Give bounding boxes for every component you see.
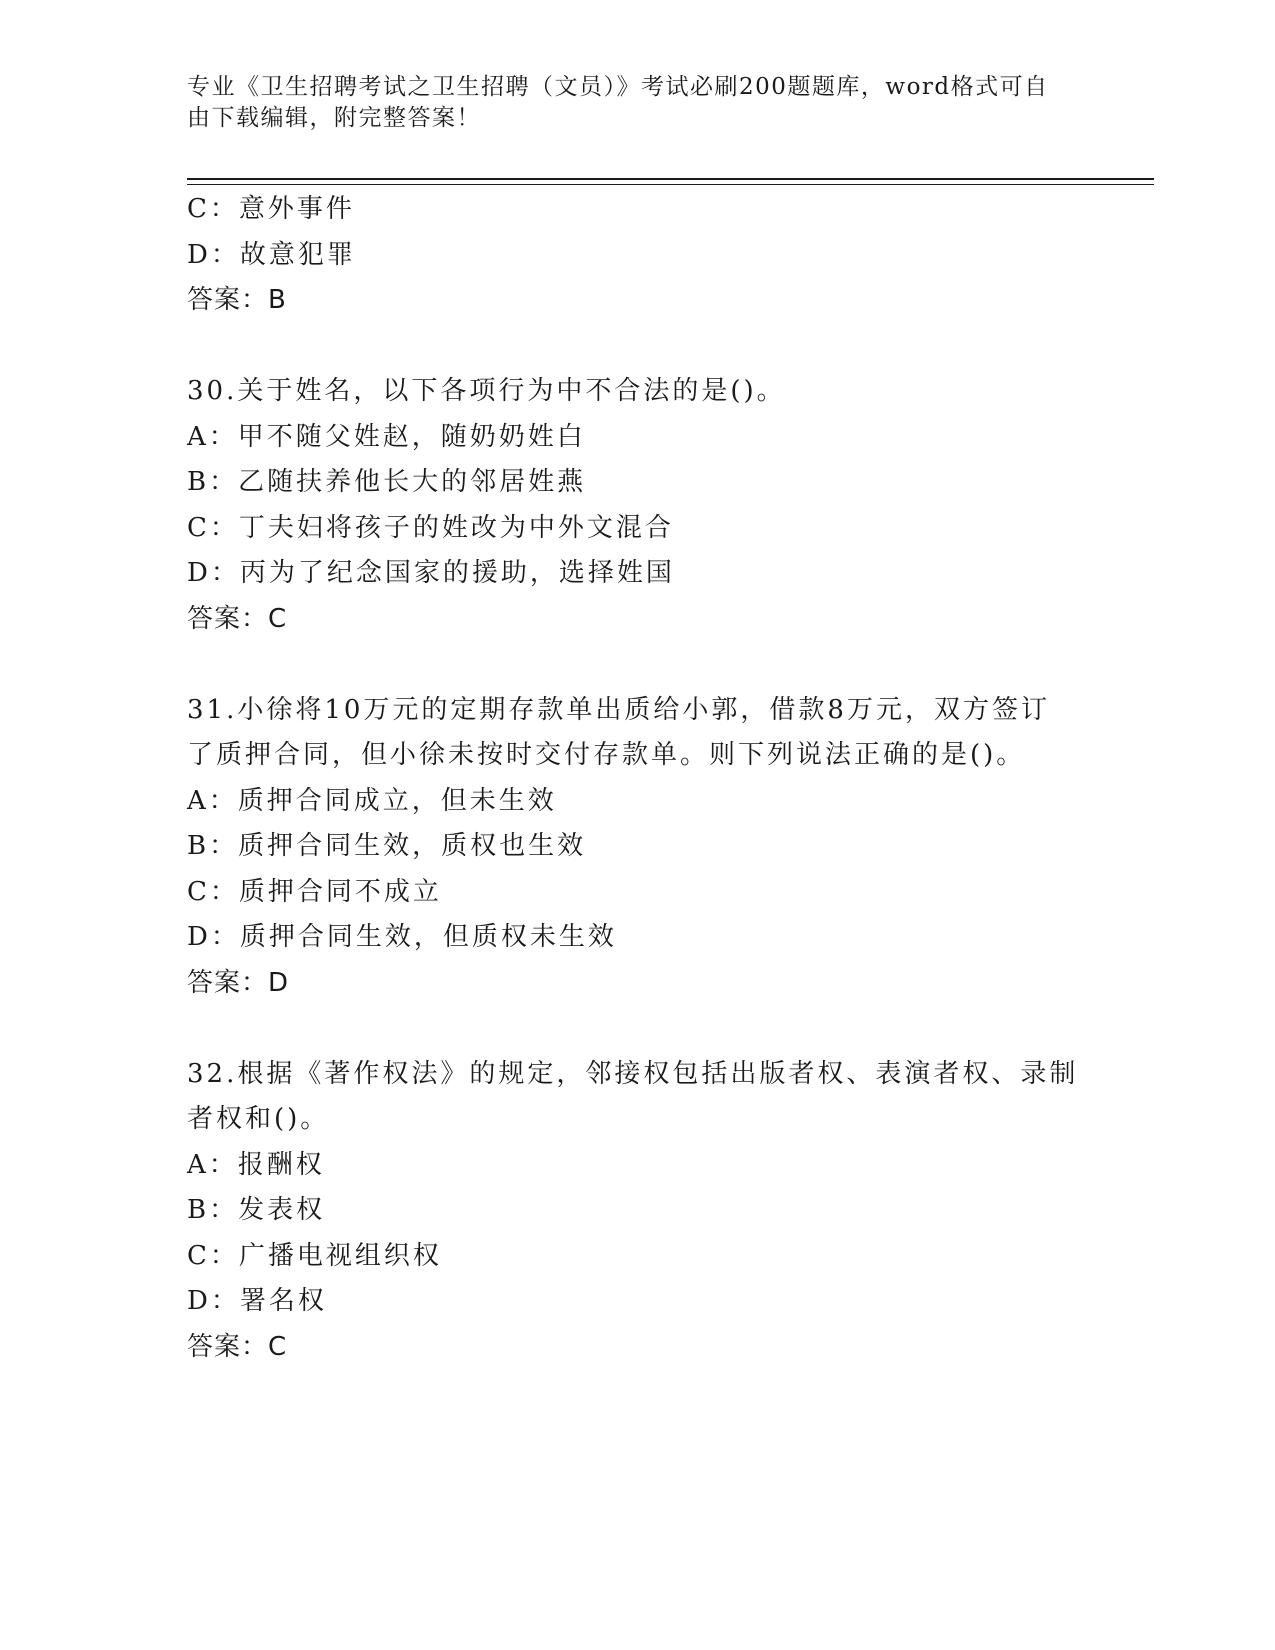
header-line-1: 专业《卫生招聘考试之卫生招聘（文员）》考试必刷200题题库，word格式可自 (187, 74, 1049, 100)
question-stem-continued: 了质押合同，但小徐未按时交付存款单。则下列说法正确的是()。 (187, 740, 1026, 770)
option-d: D：故意犯罪 (187, 239, 356, 270)
answer-line: 答案：D (187, 967, 290, 998)
option-a: A：甲不随父姓赵，随奶奶姓白 (187, 421, 586, 452)
question-30 (187, 369, 1087, 642)
option-a: A：报酬权 (187, 1149, 325, 1180)
header-divider-thin (187, 184, 1154, 185)
option-c: C：丁夫妇将孩子的姓改为中外文混合 (187, 512, 674, 543)
option-c: C：意外事件 (187, 194, 355, 224)
question-stem: 30.关于姓名，以下各项行为中不合法的是()。 (187, 376, 786, 406)
option-a: A：质押合同成立，但未生效 (187, 785, 557, 816)
answer-line: 答案：B (187, 285, 287, 315)
spacer (187, 1006, 1087, 1052)
option-c: C：质押合同不成立 (187, 876, 442, 907)
option-c: C：广播电视组织权 (187, 1240, 442, 1271)
header-divider-thick (187, 178, 1154, 180)
answer-line: 答案：C (187, 603, 288, 634)
header-line-2: 由下载编辑，附完整答案！ (187, 105, 481, 131)
option-d: D：署名权 (187, 1286, 327, 1316)
question-stem-continued: 者权和()。 (187, 1104, 330, 1134)
spacer (187, 324, 1087, 370)
question-31 (187, 688, 1087, 1007)
option-d: D：丙为了纪念国家的援助，选择姓国 (187, 558, 675, 588)
question-stem: 32.根据《著作权法》的规定，邻接权包括出版者权、表演者权、录制 (187, 1058, 1079, 1089)
option-b: B：质押合同生效，质权也生效 (187, 831, 587, 861)
answer-line: 答案：C (187, 1331, 288, 1362)
question-stem: 31.小徐将10万元的定期存款单出质给小郭，借款8万元，双方签订 (187, 694, 1050, 725)
spacer (187, 642, 1087, 688)
question-32 (187, 1052, 1087, 1371)
document-header (187, 72, 1067, 134)
option-d: D：质押合同生效，但质权未生效 (187, 922, 617, 952)
question-partial (187, 187, 1087, 324)
question-list (187, 187, 1087, 1370)
option-b: B：发表权 (187, 1195, 326, 1225)
option-b: B：乙随扶养他长大的邻居姓燕 (187, 467, 587, 497)
